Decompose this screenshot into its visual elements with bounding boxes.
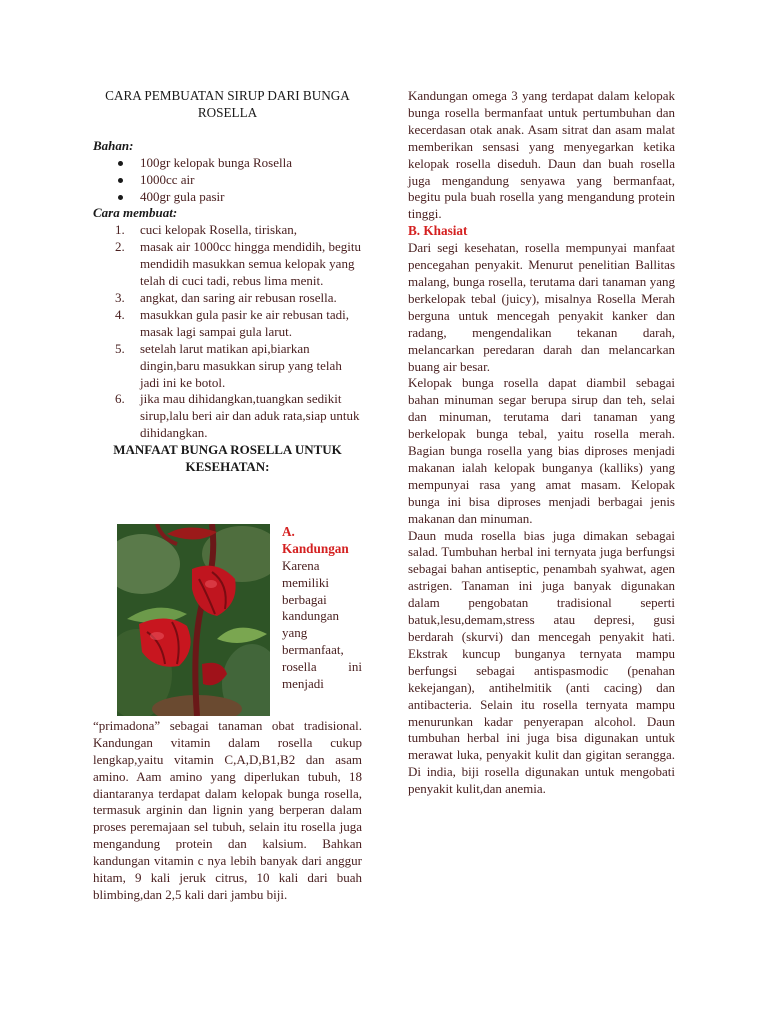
- steps-label: Cara membuat:: [93, 205, 178, 221]
- step-text: setelah larut matikan api,biarkan dingin,baru masukkan sirup yang telah jadi ini ke botol.: [140, 340, 342, 390]
- list-item: [93, 391, 362, 442]
- step-number: 2.: [115, 239, 125, 255]
- page-title: CARA PEMBUATAN SIRUP DARI BUNGA ROSELLA: [105, 88, 350, 120]
- steps-list: [93, 222, 362, 442]
- ingredients-label: Bahan:: [93, 137, 134, 153]
- rosella-flower-illustration: [117, 524, 270, 716]
- right-column: [408, 88, 675, 798]
- section-a-omega-paragraph: Kandungan omega 3 yang terdapat dalam kelopak bunga rosella bermanfaat untuk pertumbuhan dan kecerdasan otak anak. Asam sitrat dan asam malat memberikan sensasi yang menyegarkan ketika kelopak rosella diseduh. Daun dan buah rosella juga mengandung senyawa yang bermanfaat, begitu pula buah rosella yang mengandung protein tinggi.: [408, 88, 675, 222]
- list-item: [93, 222, 362, 239]
- section-b-paragraph: Kelopak bunga rosella dapat diambil sebagai bahan minuman segar berupa sirup dan teh, selai dan minuman, terutama dari tanaman yang berkelopak bunga tebal, yaitu rosella merah. Bagian bunga rosella yang bias diproses menjadi makanan ialah kelopak bunganya (kalliks) yang mempunyai rasa yang amat masam. Kelopak bunga ini bisa diproses menjadi berbagai jenis makanan dan minuman.: [408, 375, 675, 526]
- left-column: [93, 88, 362, 904]
- list-item: 400gr gula pasir: [93, 189, 362, 206]
- section-b-paragraph: Daun muda rosella bias juga dimakan sebagai salad. Tumbuhan herbal ini ternyata juga berfungsi sebagai bahan antiseptic, penambah syahwat, agen astrigen. Tanaman ini juga banyak digunakan dalam pengobatan tradisional seperti batuk,lesu,demam,stress atau depresi, gusi berdarah (skurvi) dan mencegah penyakit hati. Ekstrak kuncup bunganya ternyata mampu berfungsi sebagai antispasmodic (penahan kekejangan), antihelmitik (anti cacing) dan antibacteria. Selain itu rosella ternyata mampu menurunkan kadar penyerapan alcohol. Daun tumbuhan herbal ini juga bisa digunakan untuk merawat luka, penyakit kulit dan gigitan serangga. Di india, biji rosella digunakan untuk mengobati penyakit kulit,dan anemia.: [408, 527, 675, 797]
- section-b-paragraph: Dari segi kesehatan, rosella mempunyai manfaat pencegahan penyakit. Menurut penelitian Ballitas malang, bunga rosella, terutama dari tanaman yang berkelopak tebal (juicy), misalnya Rosella Merah berguna untuk mencegah penyakit kanker dan radang, mengendalikan tekanan darah, melancarkan peredaran darah dan melancarkan buang air besar.: [408, 240, 675, 374]
- rosella-flower-photo: [117, 524, 270, 716]
- benefits-title: MANFAAT BUNGA ROSELLA UNTUK KESEHATAN:: [113, 442, 342, 475]
- section-a-block: [93, 524, 362, 716]
- section-a-side: [282, 524, 362, 693]
- step-number: 5.: [115, 340, 125, 356]
- step-text: angkat, dan saring air rebusan rosella.: [140, 289, 337, 305]
- list-item: 100gr kelopak bunga Rosella: [93, 155, 362, 172]
- section-a-body: “primadona” sebagai tanaman obat tradisional. Kandungan vitamin dalam rosella cukup lengkap,yaitu vitamin C,A,D,B1,B2 dan asam amino. Aam amino yang diperlukan tubuh, 18 diantaranya terdapat dalam kelopak bunga rosella, termasuk arginin dan lignin yang berperan dalam proses peremajaan sel tubuh, selain itu rosella juga mengandung protein dan kalsium. Bahkan kandungan vitamin c nya lebih banyak dari anggur hitam, 9 kali jeruk citrus, 10 kali dari buah blimbing,dan 2,5 kali dari jambu biji.: [93, 717, 362, 902]
- step-text: masak air 1000cc hingga mendidih, begitu mendidih masukkan semua kelopak yang telah di cuci tadi, rebus lima menit.: [140, 239, 361, 289]
- list-item: [93, 307, 362, 341]
- list-item: [93, 239, 362, 290]
- list-item: [93, 341, 362, 392]
- ingredients-list: [93, 155, 362, 206]
- step-text: jika mau dihidangkan,tuangkan sedikit sirup,lalu beri air dan aduk rata,siap untuk dihidangkan.: [140, 391, 360, 441]
- step-text: cuci kelopak Rosella, tiriskan,: [140, 222, 298, 238]
- list-item: 1000cc air: [93, 172, 362, 189]
- section-a-intro: Karena memiliki berbagai kandungan yang bermanfaat, rosella ini menjadi: [282, 557, 362, 692]
- step-number: 3.: [115, 289, 125, 305]
- list-item: [93, 290, 362, 307]
- step-text: masukkan gula pasir ke air rebusan tadi, masak lagi sampai gula larut.: [140, 306, 350, 339]
- step-number: 1.: [115, 222, 125, 238]
- section-b-heading: B. Khasiat: [408, 223, 468, 239]
- step-number: 6.: [115, 391, 125, 407]
- step-number: 4.: [115, 306, 125, 322]
- section-a-heading: A. Kandungan: [282, 523, 349, 556]
